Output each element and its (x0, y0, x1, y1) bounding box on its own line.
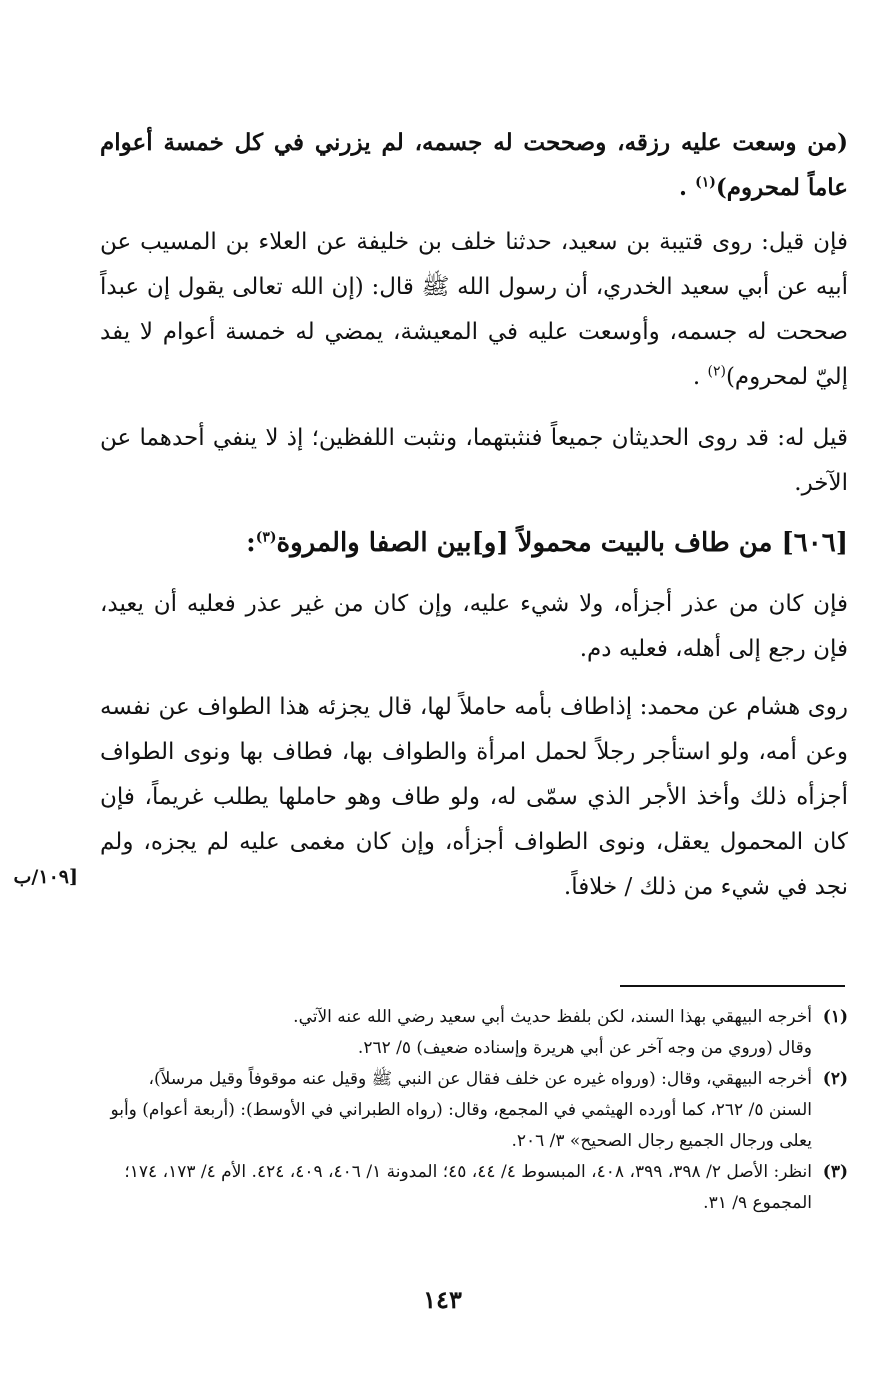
footnote-line: وقال (وروي من وجه آخر عن أبي هريرة وإسناده ضعيف) ٥/ ٢٦٢. (357, 1038, 812, 1058)
footnote-1 (100, 1002, 848, 1064)
footnote-ref[interactable]: (٣) (255, 529, 277, 546)
ruling-paragraph (100, 582, 848, 672)
footnote-3 (100, 1157, 848, 1219)
footnote-ref[interactable]: (٢) (707, 363, 726, 380)
footnote-number: (٢) (822, 1069, 848, 1089)
footnote-line: انظر: الأصل ٢/ ٣٩٨، ٣٩٩، ٤٠٨، المبسوط ٤/ ٤٤، ٤٥؛ المدونة ١/ ٤٠٦، ٤٠٩، ٤٢٤. الأم ٤/ ١٧٣، ١٧٤؛ المجموع ٩/ ٣١. (124, 1162, 812, 1213)
reply-paragraph (100, 416, 848, 506)
manuscript-folio-marker: [١٠٩/ب (13, 866, 78, 888)
page-number: ١٤٣ (423, 1285, 462, 1314)
footnote-number: (٣) (822, 1162, 848, 1182)
objection-paragraph: فإن قيل: روى قتيبة بن سعيد، حدثنا خلف بن خليفة عن العلاء بن المسيب عن أبيه عن أبي سعيد الخدري، أن رسول الله ﷺ قال: (إن الله تعالى يقول إن عبداً صححت له جسمه، وأوسعت عليه في المعيشة، يمضي له خمسة أعوام لا يفد إليّ لمحروم)$^{(٢)}$ . (100, 229, 848, 390)
footnotes-section (100, 1002, 848, 1219)
footnote-number: (١) (822, 1007, 848, 1027)
footnote-2 (100, 1064, 848, 1157)
footnote-line: أخرجه البيهقي بهذا السند، لكن بلفظ حديث أبي سعيد رضي الله عنه الآتي. (293, 1007, 812, 1027)
footnote-separator (620, 985, 845, 987)
quoted-hadith-paragraph: (من وسعت عليه رزقه، وصححت له جسمه، لم يزرني في كل خمسة أعوام عاماً لمحروم)$^{(١)}$ . (100, 129, 848, 201)
heading-text: [٦٠٦] من طاف بالبيت محمولاً [و]بين الصفا والمروة (276, 528, 848, 558)
footnote-ref[interactable]: (١) (695, 174, 716, 191)
narration-paragraph (100, 685, 848, 910)
footnote-line: أخرجه البيهقي، وقال: (ورواه غيره عن خلف فقال عن النبي ﷺ وقيل عنه موقوفاً وقيل مرسلاً)، السنن ٥/ ٢٦٢، كما أورده الهيثمي في المجمع، وقال: (رواه الطبراني في الأوسط): (أربعة أعوام) وأبو يعلى ورجال الجميع رجال الصحيح» ٣/ ٢٠٦. (110, 1069, 812, 1151)
paragraph-text: قيل له: قد روى الحديثان جميعاً فنثبتهما، ونثبت اللفظين؛ إذ لا ينفي أحدهما عن الآخر. (100, 425, 848, 496)
section-heading: [٦٠٦] من طاف بالبيت محمولاً [و]بين الصفا والمروة$^{(٣)}$: (246, 528, 848, 558)
paragraph-text: فإن كان من عذر أجزأه، ولا شيء عليه، وإن كان من غير عذر فعليه أن يعيد، فإن رجع إلى أهله، فعليه دم. (100, 591, 848, 662)
paragraph-text: (من وسعت عليه رزقه، وصححت له جسمه، لم يزرني في كل خمسة أعوام عاماً لمحروم) (100, 129, 848, 201)
paragraph-text: فإن قيل: روى قتيبة بن سعيد، حدثنا خلف بن خليفة عن العلاء بن المسيب عن أبيه عن أبي سعيد الخدري، أن رسول الله ﷺ قال: (إن الله تعالى يقول إن عبداً صححت له جسمه، وأوسعت عليه في المعيشة، يمضي له خمسة أعوام لا يفد إليّ لمحروم) (100, 229, 848, 390)
paragraph-text: روى هشام عن محمد: إذاطاف بأمه حاملاً لها، قال يجزئه هذا الطواف عن نفسه وعن أمه، ولو استأجر رجلاً لحمل امرأة والطواف بها، فطاف بها ونوى الطواف أجزأه ذلك وأخذ الأجر الذي سمّى له، ولو طاف وهو حاملها يطلب غريماً، فإن كان المحمول يعقل، ونوى الطواف أجزأه، وإن كان مغمى عليه لم يجزه، ولم نجد في شيء من ذلك / خلافاً. (100, 694, 848, 900)
